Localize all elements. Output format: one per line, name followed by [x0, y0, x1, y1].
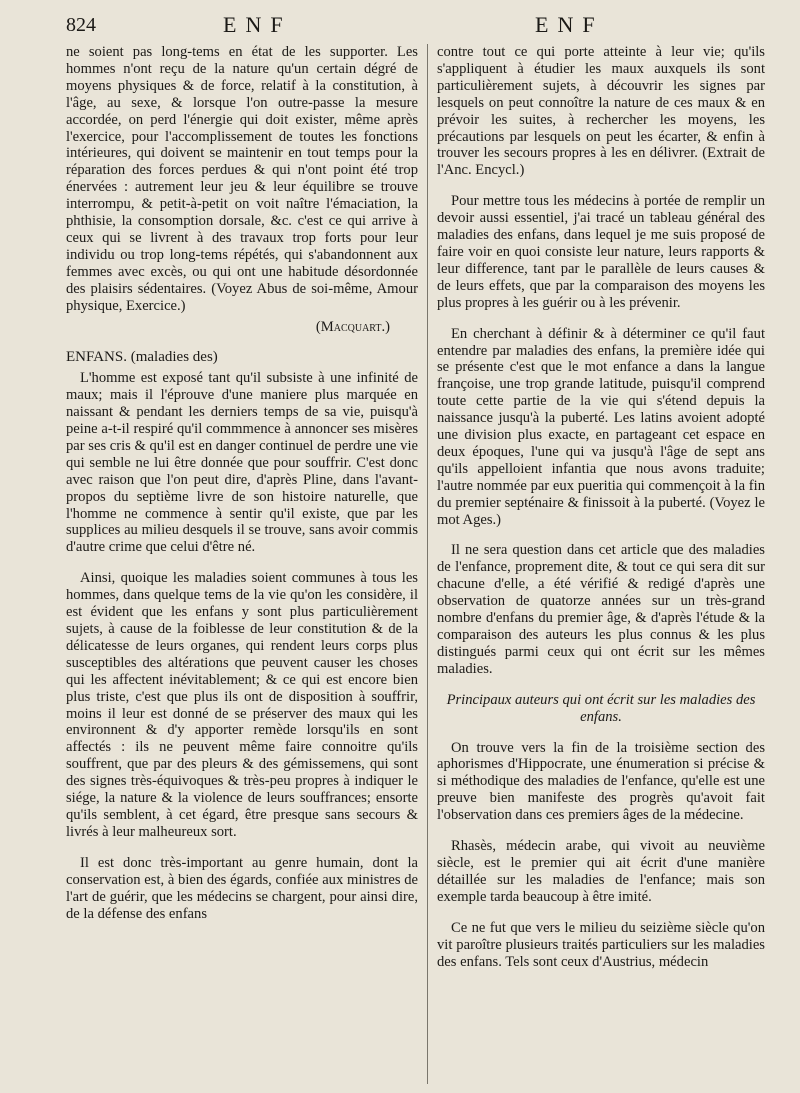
paragraph: Pour mettre tous les médecins à portée de remplir un devoir aussi essentiel, j'ai tracé un tableau général des maladies des enfans, dans lequel je me suis proposé de faire voir en quoi consiste leur nature, leurs rapports & leur difference, tant par le parallèle de leurs causes & de leurs effets, que par la comparaison des moyens les plus propres à les guérir ou à les prévenir.	[437, 193, 765, 311]
running-header	[0, 8, 800, 40]
running-title-right: ENF	[535, 12, 604, 37]
left-column	[66, 44, 418, 1086]
paragraph: Ainsi, quoique les maladies soient communes à tous les hommes, dans quelque tems de la vie qu'on les considère, il est évident que les enfans y sont plus particulièrement sujets, à cause de la foiblesse de leur constitution & de la délicatesse de leurs organes, qui rendent leurs corps plus susceptibles des altérations que peuvent causer les choses qui les affectent inévitablement; & ce qui est encore bien plus triste, c'est que plus ils ont de disposition à souffrir, moins il leur est donné de se préserver des maux qui les environnent & d'y apporter remède lorsqu'ils en sont affectés : ils ne peuvent même faire connoitre qu'ils souffrent, que par des pleurs & des gémissemens, qui sont des signes très-équivoques & très-peu propres à indiquer le siége, la nature & la violence de leurs souffrances; ensorte qu'ils semblent, à cet égard, être presque sans secours & livrés à leur malheureux sort.	[66, 570, 418, 840]
paragraph: ne soient pas long-tems en état de les supporter. Les hommes n'ont reçu de la nature qu'un certain dégré de moyens physiques & de force, relatif à la constitution, à l'âge, au sexe, & lorsque l'on outre-passe la mesure accordée, on perd l'énergie qui doit exister, même après l'exercice, pour l'accomplissement de toutes les fonctions intérieures, qui doivent se maintenir en tout temps pour la réparation des forces perdues & qui n'ont point été trop énervées : autrement leur jeu & leur équilibre se trouve interrompu, & petit-à-petit on voit naître l'émaciation, la phthisie, la consomption dorsale, &c. c'est ce qui arrive à ceux qui se livrent à des travaux trop forts pour leur individu ou trop long-tems répétés, qui s'abandonnent aux femmes avec excès, ou qui ont une habitude désordonnée des plaisirs sédentaires. (Voyez Abus de soi-même, Amour physique, Exercice.)	[66, 44, 418, 314]
column-divider	[427, 44, 428, 1084]
paragraph: L'homme est exposé tant qu'il subsiste à une infinité de maux; mais il l'éprouve d'une maniere plus marquée en naissant & pendant les derniers temps de sa vie, puisqu'à peine a-t-il respiré qu'il commmence à annoncer ses misères par ses cris & qu'il est en danger continuel de perdre une vie qui semble ne lui être donnée que pour souffrir. C'est donc avec raison que l'on peut dire, d'après Pline, dans l'avant-propos du septième livre de son histoire naturelle, que l'homme ne commence à sentir qu'il existe, que par les supplices au milieu desquels il se trouve, sans avoir commis d'autre crime que celui d'être né.	[66, 370, 418, 556]
paragraph: On trouve vers la fin de la troisième section des aphorismes d'Hippocrate, une énumeration si précise & si méthodique des maladies de l'enfance, qu'elle est une preuve bien manifeste des progrès qu'avoit fait l'observation dans ces premiers âges de la médecine.	[437, 739, 765, 824]
page-number: 824	[66, 14, 96, 36]
article-heading: ENFANS. (maladies des)	[66, 349, 218, 366]
paragraph: Ce ne fut que vers le milieu du seizième siècle qu'on vit paroître plusieurs traités particuliers sur les maladies des enfans. Tels sont ceux d'Austrius, médecin	[437, 919, 765, 970]
paragraph: contre tout ce qui porte atteinte à leur vie; qu'ils s'appliquent à étudier les maux auxquels ils sont particulièrement sujets, à découvrir les signes par lesquels on peut connoître la nature de ces maux & en prévoir les suites, à rechercher les moyens, les précautions par lesquels on peut les écarter, & enfin à trouver les secours propres à les en délivrer. (Extrait de l'Anc. Encycl.)	[437, 44, 765, 179]
paragraph: En cherchant à définir & à déterminer ce qu'il faut entendre par maladies des enfans, la première idée qui se présente c'est que le mot enfance a dans la langue françoise, une trop grande latitude, puisqu'il comprend toute cette partie de la vie qui s'étend depuis la naissance jusqu'à la puberté. Les latins avoient adopté une division plus exacte, en partageant cet espace en deux époques, l'une qui va jusqu'à l'âge de sept ans qu'ils appelloient infantia que nous avons traduite; l'autre nommée par eux pueritia qui commençoit à la fin du premier septénaire & finissoit à la puberté. (Voyez le mot Ages.)	[437, 325, 765, 528]
paragraph: Il est donc très-important au genre humain, dont la conservation est, à bien des égards, confiée aux ministres de l'art de guérir, que les médecins se chargent, pour ainsi dire, de la défense des enfans	[66, 854, 418, 922]
author-signature: (Macquart.)	[315, 318, 390, 335]
running-title-left: ENF	[223, 12, 292, 37]
section-subheading: Principaux auteurs qui ont écrit sur les maladies des enfans.	[446, 691, 756, 725]
paragraph: Rhasès, médecin arabe, qui vivoit au neuvième siècle, est le premier qui ait écrit d'une manière détaillée sur les maladies de l'enfance; mais son exemple tarda beaucoup à être imité.	[437, 838, 765, 905]
right-column	[437, 44, 765, 1086]
paragraph: Il ne sera question dans cet article que des maladies de l'enfance, proprement dite, & tout ce qui sera dit sur chacune d'elle, a été vérifié & redigé d'après une observation de quatorze années sur un très-grand nombre d'enfans du premier âge, & d'après l'étude & la comparaison des auteurs les plus connus & les plus distingués parmi ceux qui ont écrit sur les mêmes maladies.	[437, 542, 765, 677]
